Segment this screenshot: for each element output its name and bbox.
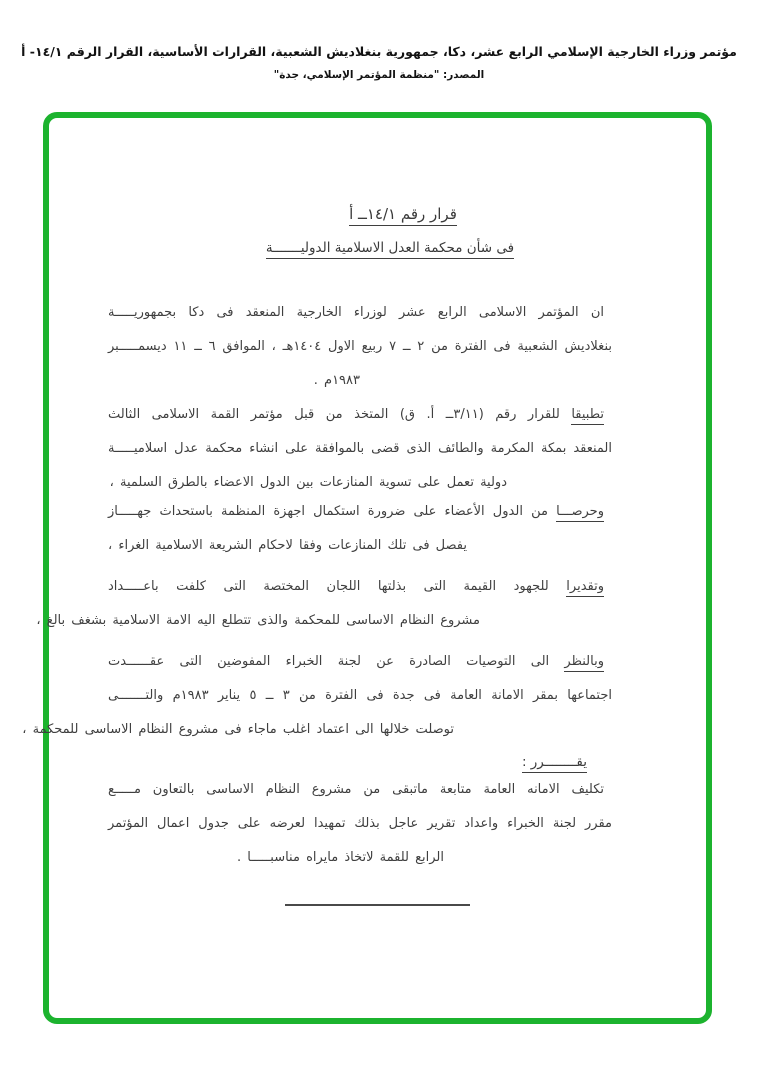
document-source-line: المصدر: "منظمة المؤتمر الإسلامي، جدة" xyxy=(273,69,485,81)
body-line-text: للجهود القيمة التى بذلتها اللجان المختصة التى كلفت باعـــــداد xyxy=(108,579,567,594)
paragraph-operative xyxy=(108,773,612,875)
body-line-text: للقرار رقم (٣/١١ــ أ. ق) المتخذ من قبل مؤتمر القمة الاسلامى الثالث xyxy=(108,407,572,422)
paragraph-implementation xyxy=(108,398,612,500)
decides-heading-text: يقــــــــرر : xyxy=(522,754,587,773)
body-line xyxy=(108,398,612,432)
body-line-text: الى التوصيات الصادرة عن لجنة الخبراء المفوضين التى عقــــــدت xyxy=(108,654,565,669)
lead-word: تطبيقا xyxy=(571,407,604,425)
lead-word: وتقديرا xyxy=(566,579,604,597)
resolution-title-text: قرار رقم ١٤/١ــ أ xyxy=(349,205,457,226)
body-line: توصلت خلالها الى اعتماد اغلب ماجاء فى مشروع النظام الاساسى للمحكمة ، xyxy=(22,722,454,737)
document-header-citation: مؤتمر وزراء الخارجية الإسلامي الرابع عشر، دكا، جمهورية بنغلاديش الشعبية، القرارات الأساسية، القرار الرقم ١٤/١- أ xyxy=(21,44,737,59)
paragraph-appreciation xyxy=(36,570,612,638)
lead-word: وبالنظر xyxy=(564,654,604,672)
body-line: ان المؤتمر الاسلامى الرابع عشر لوزراء الخارجية المنعقد فى دكا بجمهوريـــــة xyxy=(108,305,604,320)
resolution-subtitle xyxy=(228,240,552,256)
body-line: مقرر لجنة الخبراء واعداد تقرير عاجل بذلك تمهيدا لعرضه على جدول اعمال المؤتمر xyxy=(108,816,612,831)
resolution-subtitle-text: فى شأن محكمة العدل الاسلامية الدوليـــــــة xyxy=(266,240,514,259)
body-line xyxy=(108,570,612,604)
lead-word: وحرصـــا xyxy=(556,504,604,522)
resolution-title xyxy=(288,205,518,223)
body-line xyxy=(108,645,612,679)
paragraph-preamble xyxy=(108,296,612,398)
body-line: مشروع النظام الاساسى للمحكمة والذى تتطلع اليه الامة الاسلامية بشغف بالغ ، xyxy=(36,613,480,628)
body-line-text: من الدول الأعضاء على ضرورة استكمال اجهزة المنظمة باستحداث جهـــــاز xyxy=(108,504,557,519)
body-line: المنعقد بمكة المكرمة والطائف الذى قضى بالموافقة على انشاء محكمة عدل اسلاميـــــة xyxy=(108,441,612,456)
body-line: دولية تعمل على تسوية المنازعات بين الدول الاعضاء بالطرق السلمية ، xyxy=(109,475,507,490)
body-line xyxy=(108,495,612,529)
body-line: الرابع للقمة لاتخاذ مايراه مناسبـــــا . xyxy=(237,850,444,865)
paragraph-considering xyxy=(22,645,613,747)
paragraph-keenness xyxy=(108,495,612,563)
signature-rule xyxy=(285,904,470,906)
body-line: يفصل فى تلك المنازعات وفقا لاحكام الشريعة الاسلامية الغراء ، xyxy=(108,538,467,553)
body-line: بنغلاديش الشعبية فى الفترة من ٢ ــ ٧ ربيع الاول ١٤٠٤هـ ، الموافق ٦ ــ ١١ ديسمـــــبر xyxy=(108,339,612,354)
body-line: اجتماعها بمقر الامانة العامة فى جدة فى الفترة من ٣ ــ ٥ يناير ١٩٨٣م والتـــــــى xyxy=(108,688,613,703)
body-line: ١٩٨٣م . xyxy=(313,373,360,388)
body-line: تكليف الامانه العامة متابعة ماتبقى من مشروع النظام الاساسى بالتعاون مـــــع xyxy=(108,782,604,797)
